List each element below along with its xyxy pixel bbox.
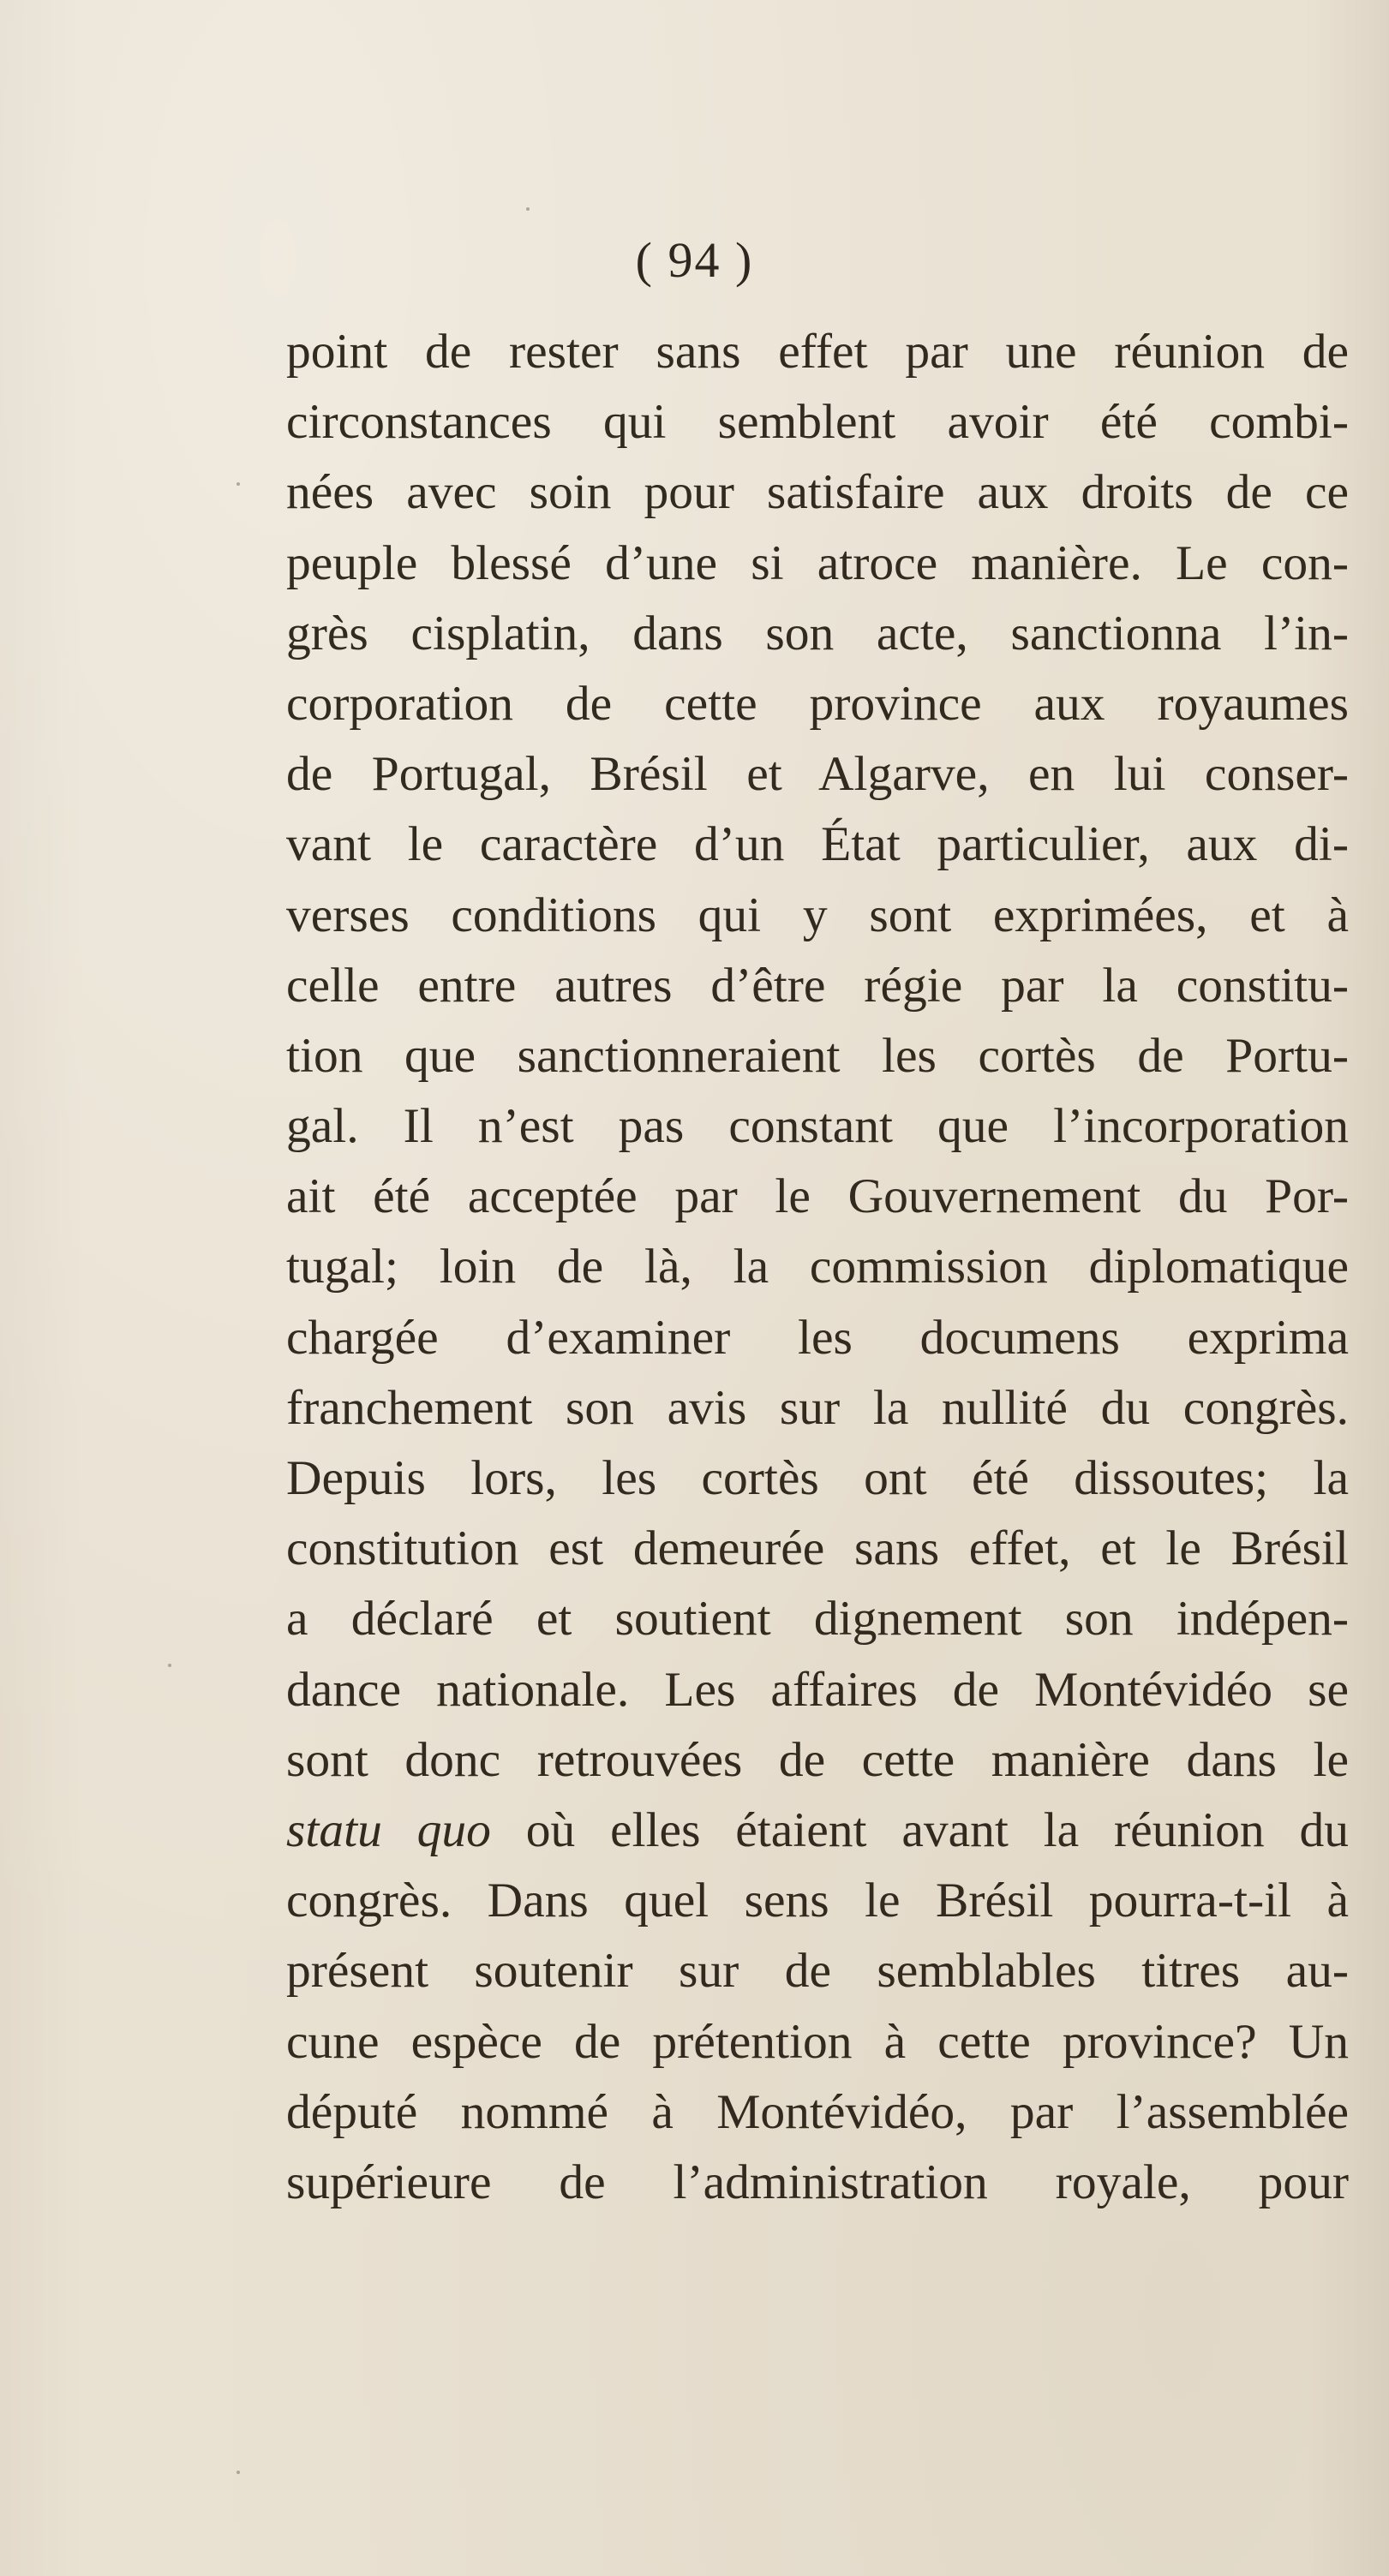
text-line: présent soutenir sur de semblables titres au- [286,1944,1349,1999]
italic-phrase: statu quo [286,1802,491,1857]
paper-speck [236,482,240,486]
text-line: député nommé à Montévidéo, par l’assemblée [286,2084,1349,2139]
page-number: ( 94 ) [635,232,754,288]
text-line: corporation de cette province aux royaumes [286,676,1349,731]
text-line: dance nationale. Les affaires de Montévidéo se [286,1662,1349,1717]
text-line: chargée d’examiner les documens exprima [286,1310,1349,1365]
text-line: a déclaré et soutient dignement son indépen- [286,1592,1349,1647]
paper-speck [236,2471,240,2474]
text-line: constitution est demeurée sans effet, et le Brésil [286,1521,1349,1576]
text-line: circonstances qui semblent avoir été combi- [286,395,1349,450]
text-line: statu quo où elles étaient avant la réunion du [286,1802,1349,1857]
text-line: celle entre autres d’être régie par la constitu- [286,958,1349,1013]
text-line: peuple blessé d’une si atroce manière. Le con- [286,535,1349,590]
text-line: Depuis lors, les cortès ont été dissoutes; la [286,1451,1349,1505]
paper-speck [526,207,530,211]
text-line: ait été acceptée par le Gouvernement du Por- [286,1169,1349,1224]
text-line: nées avec soin pour satisfaire aux droits de ce [286,465,1349,520]
text-line: tugal; loin de là, la commission diplomatique [286,1240,1349,1294]
text-line: franchement son avis sur la nullité du congrès. [286,1380,1349,1435]
text-line: cune espèce de prétention à cette province? Un [286,2014,1349,2069]
text-line: sont donc retrouvées de cette manière dans le [286,1732,1349,1787]
text-line: vant le caractère d’un État particulier, aux di- [286,817,1349,872]
paper-speck [168,1664,171,1667]
text-line: verses conditions qui y sont exprimées, et à [286,888,1349,942]
text-line: de Portugal, Brésil et Algarve, en lui conser- [286,747,1349,802]
text-line: tion que sanctionneraient les cortès de Portu- [286,1028,1349,1083]
text-line: supérieure de l’administration royale, pour [286,2155,1349,2209]
text-line: congrès. Dans quel sens le Brésil pourra-t-il à [286,1874,1349,1928]
text-line: point de rester sans effet par une réunion de [286,325,1349,379]
text-line: gal. Il n’est pas constant que l’incorporation [286,1099,1349,1154]
body-text [286,317,1349,2218]
text-line: grès cisplatin, dans son acte, sanctionna l’in- [286,606,1349,660]
